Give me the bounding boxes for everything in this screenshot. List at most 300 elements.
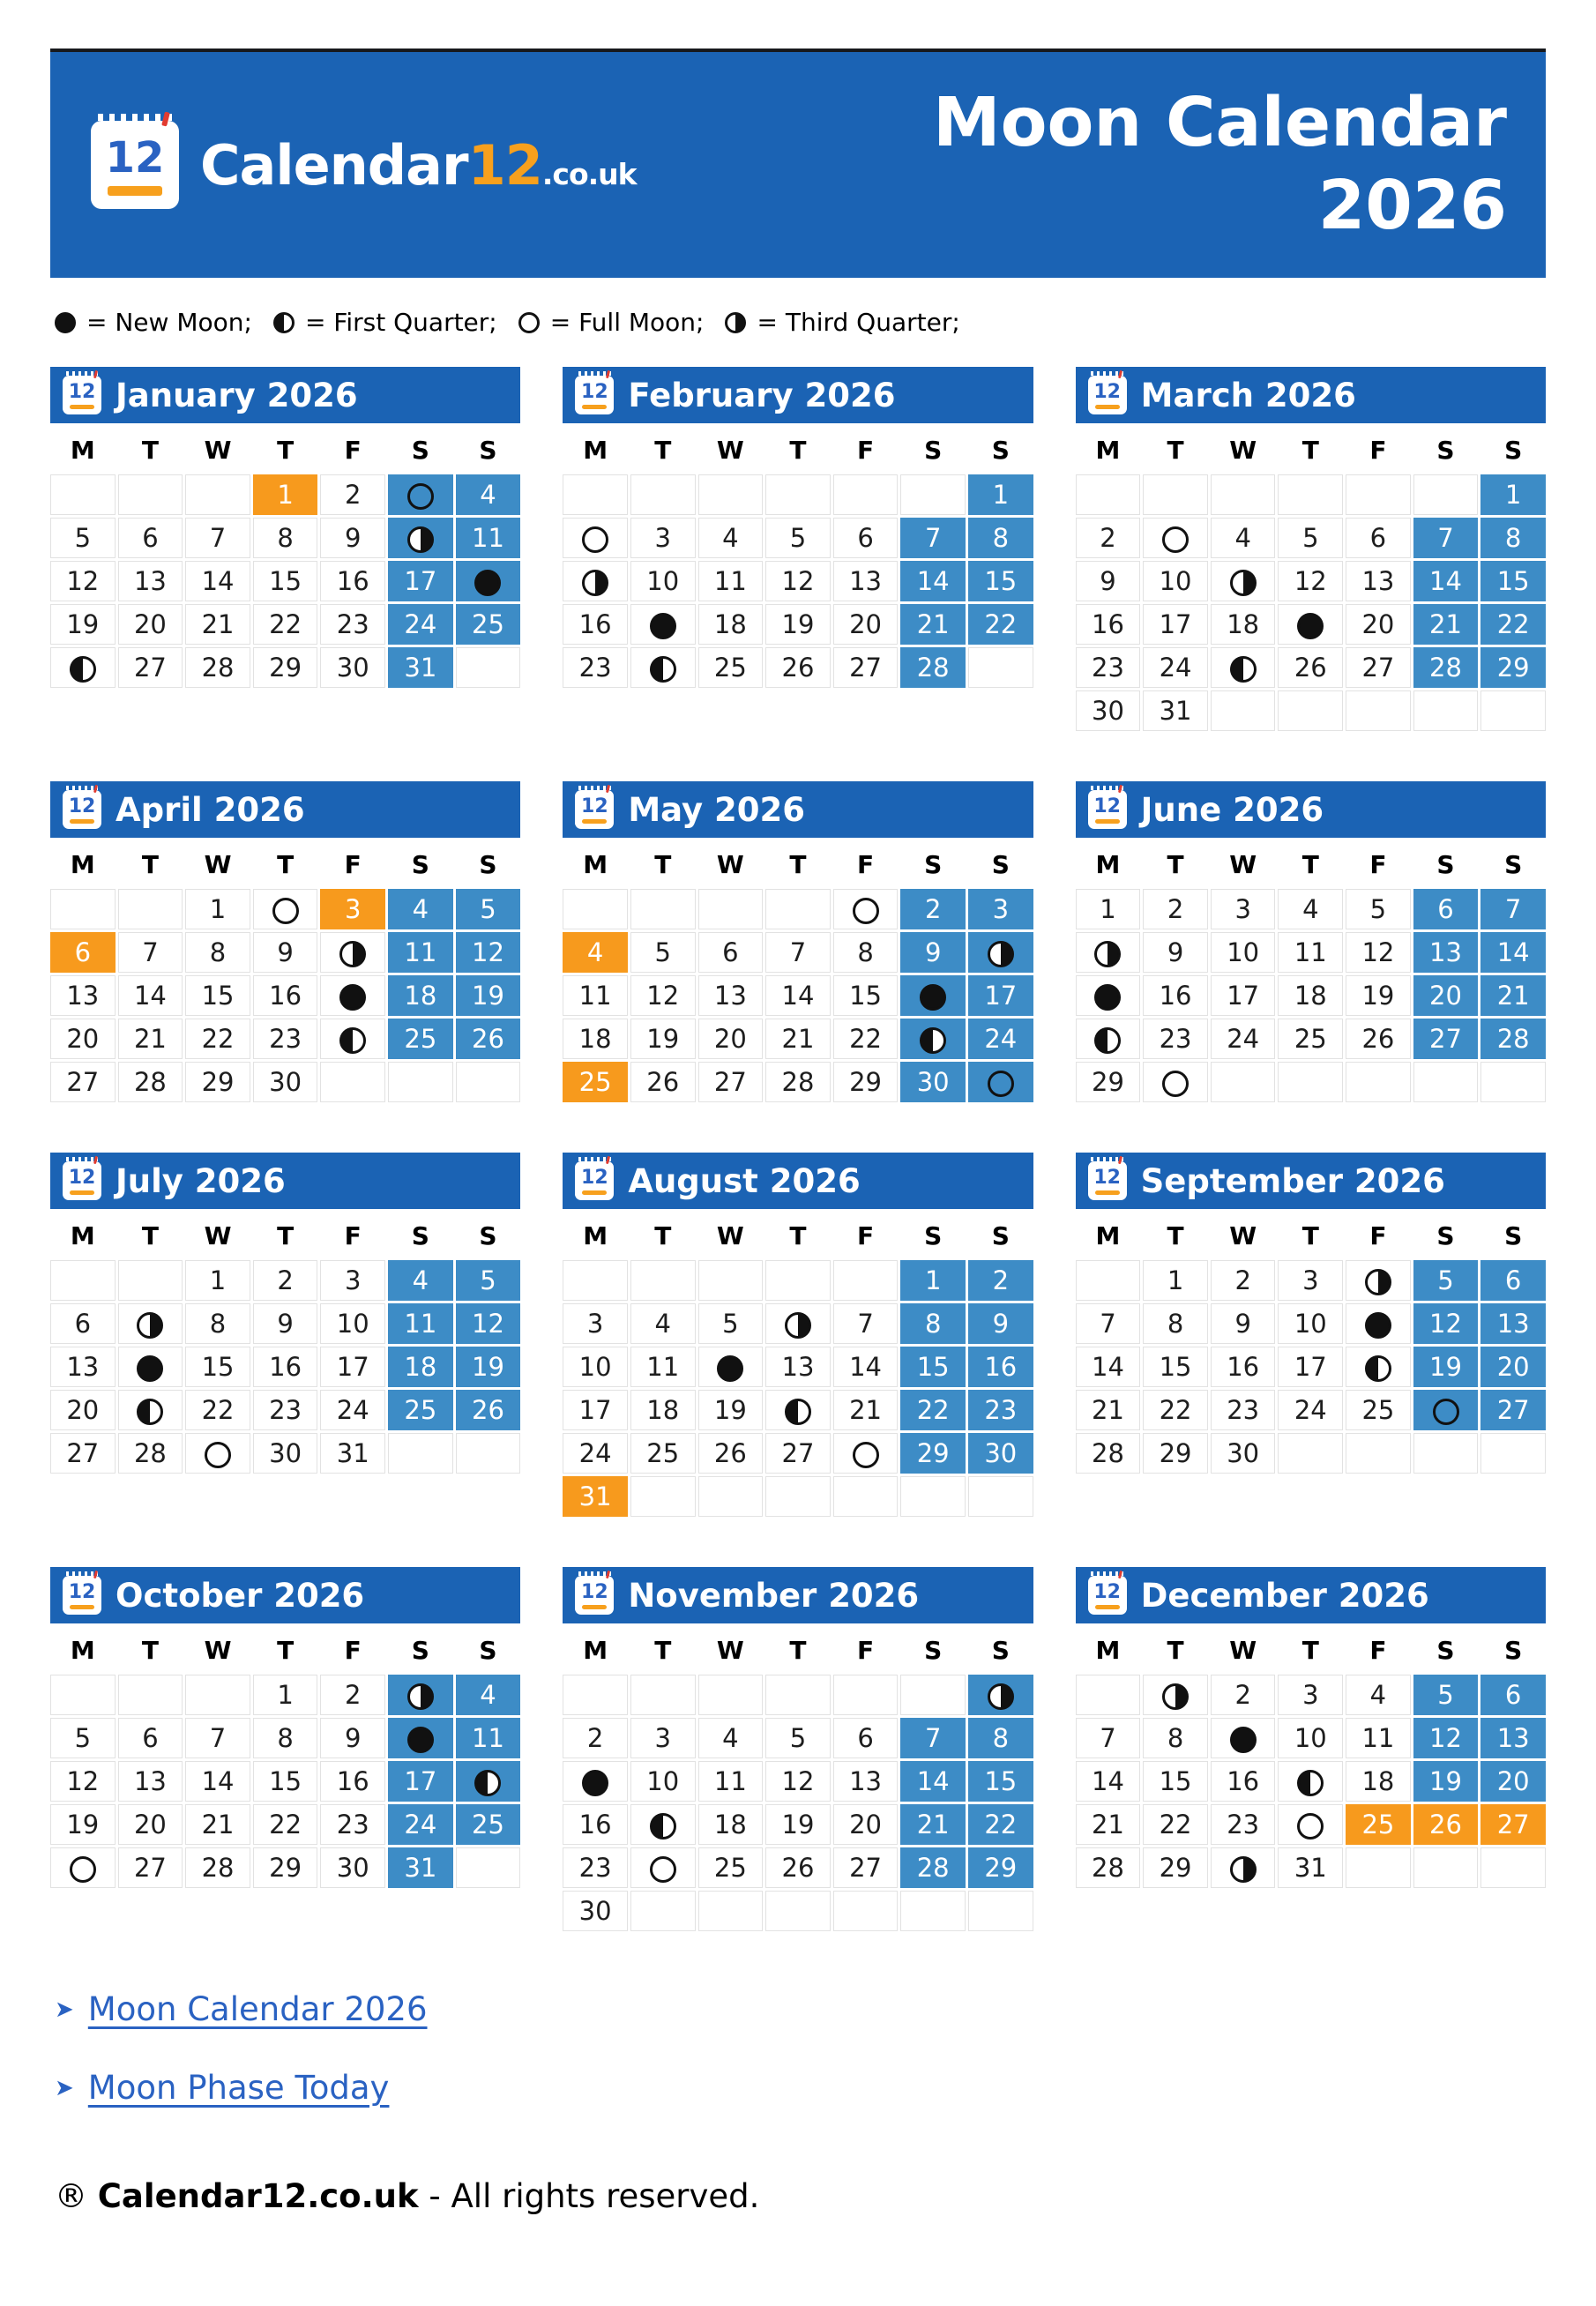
day-cell: 23 bbox=[1211, 1390, 1276, 1430]
month-table bbox=[560, 1625, 1035, 1934]
day-cell: 22 bbox=[1143, 1390, 1208, 1430]
weekday-header: W bbox=[204, 1220, 232, 1250]
week-row bbox=[1076, 604, 1546, 645]
weekend-day-cell: 19 bbox=[456, 1347, 521, 1387]
weekend-day-cell: 19 bbox=[1413, 1761, 1479, 1802]
day-cell: 7 bbox=[118, 932, 183, 973]
week-row bbox=[50, 1303, 520, 1344]
day-cell: 12 bbox=[765, 1761, 831, 1802]
empty-cell bbox=[50, 1260, 116, 1301]
weekday-header: S bbox=[479, 435, 497, 465]
day-cell: 10 bbox=[1278, 1718, 1343, 1758]
empty-cell bbox=[1211, 690, 1276, 731]
empty-cell bbox=[50, 889, 116, 929]
day-cell: 14 bbox=[1076, 1761, 1141, 1802]
day-cell: 20 bbox=[118, 604, 183, 645]
month-june-2026 bbox=[1076, 781, 1546, 1105]
day-cell: 16 bbox=[320, 561, 385, 601]
day-cell: 16 bbox=[253, 975, 318, 1016]
day-cell: 10 bbox=[320, 1303, 385, 1344]
holiday-day-cell: 4 bbox=[563, 932, 628, 973]
calendar-icon-bar bbox=[70, 1190, 94, 1195]
weekend-day-cell: 24 bbox=[388, 1804, 453, 1845]
moon-day-cell bbox=[1278, 1761, 1343, 1802]
month-september-2026 bbox=[1076, 1153, 1546, 1476]
empty-cell bbox=[563, 889, 628, 929]
weekend-day-cell: 3 bbox=[968, 889, 1033, 929]
registered-mark: ® bbox=[55, 2177, 87, 2215]
moon-day-cell bbox=[765, 1390, 831, 1430]
month-title: February 2026 bbox=[628, 376, 896, 414]
moon-day-cell bbox=[968, 1062, 1033, 1102]
calendar-icon-number: 12 bbox=[1093, 1166, 1121, 1189]
day-cell: 19 bbox=[765, 1804, 831, 1845]
page-title-line2: 2026 bbox=[1317, 167, 1507, 245]
weekend-day-cell: 30 bbox=[968, 1433, 1033, 1474]
weekday-header: M bbox=[583, 1220, 608, 1250]
day-cell: 6 bbox=[50, 1303, 116, 1344]
calendar-icon-bar bbox=[582, 1190, 607, 1195]
empty-cell bbox=[630, 474, 696, 515]
month-table bbox=[1073, 1625, 1548, 1891]
third-moon-icon bbox=[1094, 941, 1121, 967]
calendar-icon-bar bbox=[1095, 1605, 1120, 1609]
day-cell: 21 bbox=[118, 1019, 183, 1059]
first-moon-icon bbox=[650, 1813, 676, 1840]
weekday-header: S bbox=[991, 435, 1010, 465]
weekday-header: S bbox=[1436, 1220, 1455, 1250]
empty-cell bbox=[833, 1891, 899, 1931]
day-cell: 9 bbox=[253, 932, 318, 973]
empty-cell bbox=[698, 1476, 764, 1517]
day-cell: 27 bbox=[698, 1062, 764, 1102]
week-row bbox=[1076, 1847, 1546, 1888]
weekend-day-cell: 22 bbox=[1480, 604, 1546, 645]
day-cell: 13 bbox=[833, 561, 899, 601]
logo-brand-text: Calendar bbox=[200, 132, 468, 198]
empty-cell bbox=[765, 474, 831, 515]
moon-day-cell bbox=[1143, 1675, 1208, 1715]
moon-day-cell bbox=[900, 1019, 966, 1059]
weekday-header-row bbox=[50, 428, 520, 472]
week-row bbox=[50, 518, 520, 558]
empty-cell bbox=[118, 474, 183, 515]
moon-day-cell bbox=[1413, 1390, 1479, 1430]
weekday-header: T bbox=[1167, 1635, 1184, 1665]
link-arrow-icon: ➤ bbox=[55, 1996, 74, 2023]
footer-link-row bbox=[55, 1990, 1546, 2028]
empty-cell bbox=[765, 1476, 831, 1517]
month-august-2026 bbox=[563, 1153, 1033, 1519]
empty-cell bbox=[1413, 1062, 1479, 1102]
month-title: November 2026 bbox=[628, 1576, 920, 1615]
day-cell: 2 bbox=[1211, 1260, 1276, 1301]
day-cell: 13 bbox=[50, 1347, 116, 1387]
month-header bbox=[563, 1153, 1033, 1209]
weekend-day-cell: 13 bbox=[1480, 1303, 1546, 1344]
full-moon-icon bbox=[853, 898, 879, 924]
new-moon-icon bbox=[1365, 1312, 1391, 1339]
day-cell: 7 bbox=[185, 1718, 250, 1758]
day-cell: 14 bbox=[765, 975, 831, 1016]
day-cell: 18 bbox=[698, 1804, 764, 1845]
moon-day-cell bbox=[1076, 932, 1141, 973]
day-cell: 9 bbox=[1211, 1303, 1276, 1344]
logo-brand-number: 12 bbox=[467, 132, 542, 198]
day-cell: 18 bbox=[563, 1019, 628, 1059]
day-cell: 4 bbox=[1346, 1675, 1411, 1715]
calendar-icon-bar bbox=[582, 405, 607, 409]
calendar12-logo bbox=[91, 121, 637, 209]
week-row bbox=[1076, 647, 1546, 688]
weekend-day-cell: 11 bbox=[456, 518, 521, 558]
moon-day-cell bbox=[900, 975, 966, 1016]
day-cell: 13 bbox=[698, 975, 764, 1016]
empty-cell bbox=[388, 1433, 453, 1474]
new-moon-icon bbox=[55, 312, 76, 333]
day-cell: 3 bbox=[1278, 1675, 1343, 1715]
weekend-day-cell: 19 bbox=[456, 975, 521, 1016]
empty-cell bbox=[833, 1260, 899, 1301]
day-cell: 29 bbox=[1076, 1062, 1141, 1102]
day-cell: 19 bbox=[698, 1390, 764, 1430]
weekday-header-row bbox=[563, 428, 1033, 472]
week-row bbox=[50, 1804, 520, 1845]
calendar-icon bbox=[63, 790, 101, 829]
calendar-icon bbox=[63, 1161, 101, 1200]
day-cell: 16 bbox=[1143, 975, 1208, 1016]
calendar-icon bbox=[63, 1576, 101, 1615]
empty-cell bbox=[900, 474, 966, 515]
moon-day-cell bbox=[388, 474, 453, 515]
empty-cell bbox=[698, 1891, 764, 1931]
moon-day-cell bbox=[630, 604, 696, 645]
weekday-header-row bbox=[1076, 428, 1546, 472]
day-cell: 12 bbox=[50, 1761, 116, 1802]
day-cell: 20 bbox=[1346, 604, 1411, 645]
weekday-header: S bbox=[1504, 435, 1523, 465]
weekday-header-row bbox=[1076, 842, 1546, 886]
weekday-header-row bbox=[50, 842, 520, 886]
empty-cell bbox=[456, 647, 521, 688]
day-cell: 31 bbox=[1143, 690, 1208, 731]
day-cell: 20 bbox=[698, 1019, 764, 1059]
day-cell: 30 bbox=[253, 1062, 318, 1102]
first-moon-icon bbox=[650, 656, 676, 683]
weekend-day-cell: 16 bbox=[968, 1347, 1033, 1387]
weekday-header: S bbox=[1504, 1220, 1523, 1250]
full-moon-icon bbox=[1297, 1813, 1324, 1840]
day-cell: 2 bbox=[253, 1260, 318, 1301]
day-cell: 21 bbox=[765, 1019, 831, 1059]
day-cell: 10 bbox=[563, 1347, 628, 1387]
calendar-icon bbox=[575, 790, 614, 829]
day-cell: 29 bbox=[253, 647, 318, 688]
legend-item-third-moon bbox=[725, 308, 959, 337]
weekday-header: M bbox=[1095, 1220, 1121, 1250]
weekday-header: S bbox=[411, 1220, 429, 1250]
day-cell: 10 bbox=[630, 561, 696, 601]
day-cell: 25 bbox=[1278, 1019, 1343, 1059]
new-moon-icon bbox=[474, 570, 501, 596]
calendar-icon-bar bbox=[1095, 1190, 1120, 1195]
weekday-header: W bbox=[1229, 1220, 1257, 1250]
day-cell: 1 bbox=[253, 1675, 318, 1715]
weekend-day-cell: 6 bbox=[1480, 1675, 1546, 1715]
day-cell: 21 bbox=[185, 1804, 250, 1845]
full-moon-icon bbox=[205, 1442, 231, 1468]
day-cell: 5 bbox=[765, 1718, 831, 1758]
holiday-day-cell: 31 bbox=[563, 1476, 628, 1517]
third-moon-icon bbox=[1230, 570, 1257, 596]
logo-tld-text: .co.uk bbox=[541, 156, 637, 191]
month-table bbox=[48, 425, 523, 690]
footer-link-row bbox=[55, 2069, 1546, 2107]
month-header bbox=[563, 1567, 1033, 1623]
week-row bbox=[50, 1260, 520, 1301]
empty-cell bbox=[1143, 474, 1208, 515]
weekday-header: W bbox=[716, 849, 744, 879]
week-row bbox=[1076, 1303, 1546, 1344]
day-cell: 30 bbox=[1076, 690, 1141, 731]
day-cell: 11 bbox=[630, 1347, 696, 1387]
day-cell: 31 bbox=[320, 1433, 385, 1474]
weekend-day-cell: 25 bbox=[456, 1804, 521, 1845]
day-cell: 28 bbox=[1076, 1433, 1141, 1474]
calendar-icon-bar bbox=[582, 819, 607, 824]
day-cell: 27 bbox=[833, 1847, 899, 1888]
weekday-header: T bbox=[789, 849, 807, 879]
week-row bbox=[563, 518, 1033, 558]
empty-cell bbox=[50, 1675, 116, 1715]
empty-cell bbox=[630, 1260, 696, 1301]
day-cell: 9 bbox=[320, 1718, 385, 1758]
weekday-header: F bbox=[344, 849, 362, 879]
new-moon-icon bbox=[582, 1770, 608, 1796]
weekend-day-cell: 20 bbox=[1413, 975, 1479, 1016]
day-cell: 3 bbox=[1211, 889, 1276, 929]
day-cell: 10 bbox=[630, 1761, 696, 1802]
empty-cell bbox=[968, 647, 1033, 688]
weekday-header: M bbox=[70, 1635, 95, 1665]
day-cell: 27 bbox=[50, 1062, 116, 1102]
empty-cell bbox=[698, 889, 764, 929]
week-row bbox=[563, 1675, 1033, 1715]
month-table bbox=[1073, 425, 1548, 734]
calendar-icon-bar bbox=[70, 1605, 94, 1609]
weekend-day-cell: 13 bbox=[1413, 932, 1479, 973]
moon-day-cell bbox=[1143, 518, 1208, 558]
full-moon-icon bbox=[407, 483, 434, 510]
week-row bbox=[1076, 1433, 1546, 1474]
day-cell: 22 bbox=[253, 604, 318, 645]
empty-cell bbox=[118, 1675, 183, 1715]
day-cell: 10 bbox=[1278, 1303, 1343, 1344]
week-row bbox=[50, 474, 520, 515]
weekday-header: T bbox=[1167, 1220, 1184, 1250]
moon-day-cell bbox=[698, 1347, 764, 1387]
day-cell: 11 bbox=[1346, 1718, 1411, 1758]
day-cell: 12 bbox=[630, 975, 696, 1016]
weekday-header: S bbox=[924, 435, 943, 465]
month-october-2026 bbox=[50, 1567, 520, 1891]
day-cell: 16 bbox=[1211, 1761, 1276, 1802]
day-cell: 28 bbox=[118, 1433, 183, 1474]
weekday-header: F bbox=[857, 849, 875, 879]
month-title: May 2026 bbox=[628, 790, 805, 829]
moon-day-cell bbox=[968, 932, 1033, 973]
month-november-2026 bbox=[563, 1567, 1033, 1934]
calendar-icon bbox=[575, 1576, 614, 1615]
weekend-day-cell: 22 bbox=[900, 1390, 966, 1430]
day-cell: 20 bbox=[50, 1390, 116, 1430]
full-moon-icon bbox=[1162, 526, 1189, 553]
month-table bbox=[560, 1211, 1035, 1519]
day-cell: 30 bbox=[253, 1433, 318, 1474]
page-title bbox=[933, 82, 1507, 248]
weekend-day-cell: 5 bbox=[456, 1260, 521, 1301]
moon-day-cell bbox=[833, 1433, 899, 1474]
day-cell: 8 bbox=[185, 1303, 250, 1344]
month-january-2026 bbox=[50, 367, 520, 690]
day-cell: 27 bbox=[833, 647, 899, 688]
month-title: April 2026 bbox=[116, 790, 305, 829]
weekend-day-cell: 12 bbox=[456, 932, 521, 973]
weekday-header: W bbox=[204, 435, 232, 465]
empty-cell bbox=[968, 1476, 1033, 1517]
calendar-icon bbox=[1088, 376, 1127, 414]
weekend-day-cell: 4 bbox=[388, 1260, 453, 1301]
month-title: September 2026 bbox=[1140, 1161, 1445, 1200]
calendar-icon bbox=[575, 1161, 614, 1200]
third-moon-icon bbox=[1230, 1856, 1257, 1883]
month-header bbox=[1076, 1567, 1546, 1623]
weekday-header: T bbox=[654, 1635, 672, 1665]
weekday-header: S bbox=[991, 1635, 1010, 1665]
holiday-day-cell: 25 bbox=[1346, 1804, 1411, 1845]
day-cell: 17 bbox=[563, 1390, 628, 1430]
weekend-day-cell: 4 bbox=[388, 889, 453, 929]
weekday-header: F bbox=[857, 435, 875, 465]
moon-day-cell bbox=[968, 1675, 1033, 1715]
empty-cell bbox=[1076, 1260, 1141, 1301]
day-cell: 4 bbox=[1211, 518, 1276, 558]
day-cell: 23 bbox=[320, 604, 385, 645]
week-row bbox=[50, 1761, 520, 1802]
new-moon-icon bbox=[1230, 1727, 1257, 1753]
day-cell: 18 bbox=[1278, 975, 1343, 1016]
month-may-2026 bbox=[563, 781, 1033, 1105]
weekday-header: S bbox=[991, 1220, 1010, 1250]
day-cell: 15 bbox=[185, 1347, 250, 1387]
weekday-header: F bbox=[857, 1220, 875, 1250]
day-cell: 27 bbox=[50, 1433, 116, 1474]
first-moon-icon bbox=[1230, 656, 1257, 683]
weekend-day-cell: 31 bbox=[388, 647, 453, 688]
week-row bbox=[563, 1390, 1033, 1430]
weekday-header: S bbox=[411, 435, 429, 465]
day-cell: 8 bbox=[1143, 1718, 1208, 1758]
day-cell: 11 bbox=[1278, 932, 1343, 973]
weekend-day-cell: 24 bbox=[968, 1019, 1033, 1059]
weekday-header: S bbox=[924, 1635, 943, 1665]
weekend-day-cell: 7 bbox=[1413, 518, 1479, 558]
week-row bbox=[563, 932, 1033, 973]
calendar-icon-number: 12 bbox=[1093, 795, 1121, 817]
day-cell: 21 bbox=[833, 1390, 899, 1430]
logo-icon-bar bbox=[108, 186, 162, 196]
moon-day-cell bbox=[1278, 1804, 1343, 1845]
moon-calendar-2026-link[interactable]: Moon Calendar 2026 bbox=[87, 1990, 428, 2028]
empty-cell bbox=[833, 1675, 899, 1715]
day-cell: 14 bbox=[118, 975, 183, 1016]
week-row bbox=[563, 1019, 1033, 1059]
weekday-header: M bbox=[583, 435, 608, 465]
day-cell: 3 bbox=[563, 1303, 628, 1344]
day-cell: 29 bbox=[833, 1062, 899, 1102]
header-banner bbox=[50, 49, 1546, 278]
day-cell: 2 bbox=[320, 1675, 385, 1715]
empty-cell bbox=[1480, 1062, 1546, 1102]
weekday-header: S bbox=[1436, 435, 1455, 465]
day-cell: 24 bbox=[1278, 1390, 1343, 1430]
third-moon-icon bbox=[785, 1312, 811, 1339]
day-cell: 2 bbox=[1211, 1675, 1276, 1715]
moon-day-cell bbox=[563, 561, 628, 601]
first-moon-icon bbox=[474, 1770, 501, 1796]
calendar-icon-bar bbox=[1095, 819, 1120, 824]
weekday-header: M bbox=[70, 435, 95, 465]
moon-phase-today-link[interactable]: Moon Phase Today bbox=[87, 2069, 390, 2107]
day-cell: 29 bbox=[185, 1062, 250, 1102]
moon-day-cell bbox=[185, 1433, 250, 1474]
calendar-icon-bar bbox=[70, 405, 94, 409]
empty-cell bbox=[563, 474, 628, 515]
weekday-header: T bbox=[1301, 435, 1319, 465]
weekend-day-cell: 28 bbox=[1413, 647, 1479, 688]
day-cell: 19 bbox=[1346, 975, 1411, 1016]
day-cell: 24 bbox=[563, 1433, 628, 1474]
day-cell: 26 bbox=[1278, 647, 1343, 688]
weekday-header: F bbox=[857, 1635, 875, 1665]
week-row bbox=[563, 604, 1033, 645]
week-row bbox=[563, 1476, 1033, 1517]
weekday-header: T bbox=[1301, 1635, 1319, 1665]
weekday-header: S bbox=[479, 849, 497, 879]
day-cell: 10 bbox=[1143, 561, 1208, 601]
day-cell: 14 bbox=[1076, 1347, 1141, 1387]
day-cell: 6 bbox=[698, 932, 764, 973]
week-row bbox=[50, 1847, 520, 1888]
new-moon-icon bbox=[920, 984, 946, 1011]
weekday-header: T bbox=[789, 1635, 807, 1665]
empty-cell bbox=[1480, 1847, 1546, 1888]
day-cell: 19 bbox=[50, 1804, 116, 1845]
day-cell: 7 bbox=[185, 518, 250, 558]
day-cell: 15 bbox=[1143, 1347, 1208, 1387]
weekday-header: F bbox=[1369, 1635, 1387, 1665]
weekday-header: S bbox=[1504, 849, 1523, 879]
weekend-day-cell: 25 bbox=[456, 604, 521, 645]
first-moon-icon bbox=[137, 1399, 163, 1425]
day-cell: 13 bbox=[50, 975, 116, 1016]
weekday-header: W bbox=[204, 849, 232, 879]
day-cell: 3 bbox=[320, 1260, 385, 1301]
day-cell: 23 bbox=[1211, 1804, 1276, 1845]
weekend-day-cell: 14 bbox=[900, 1761, 966, 1802]
third-moon-icon bbox=[407, 526, 434, 553]
day-cell: 29 bbox=[253, 1847, 318, 1888]
